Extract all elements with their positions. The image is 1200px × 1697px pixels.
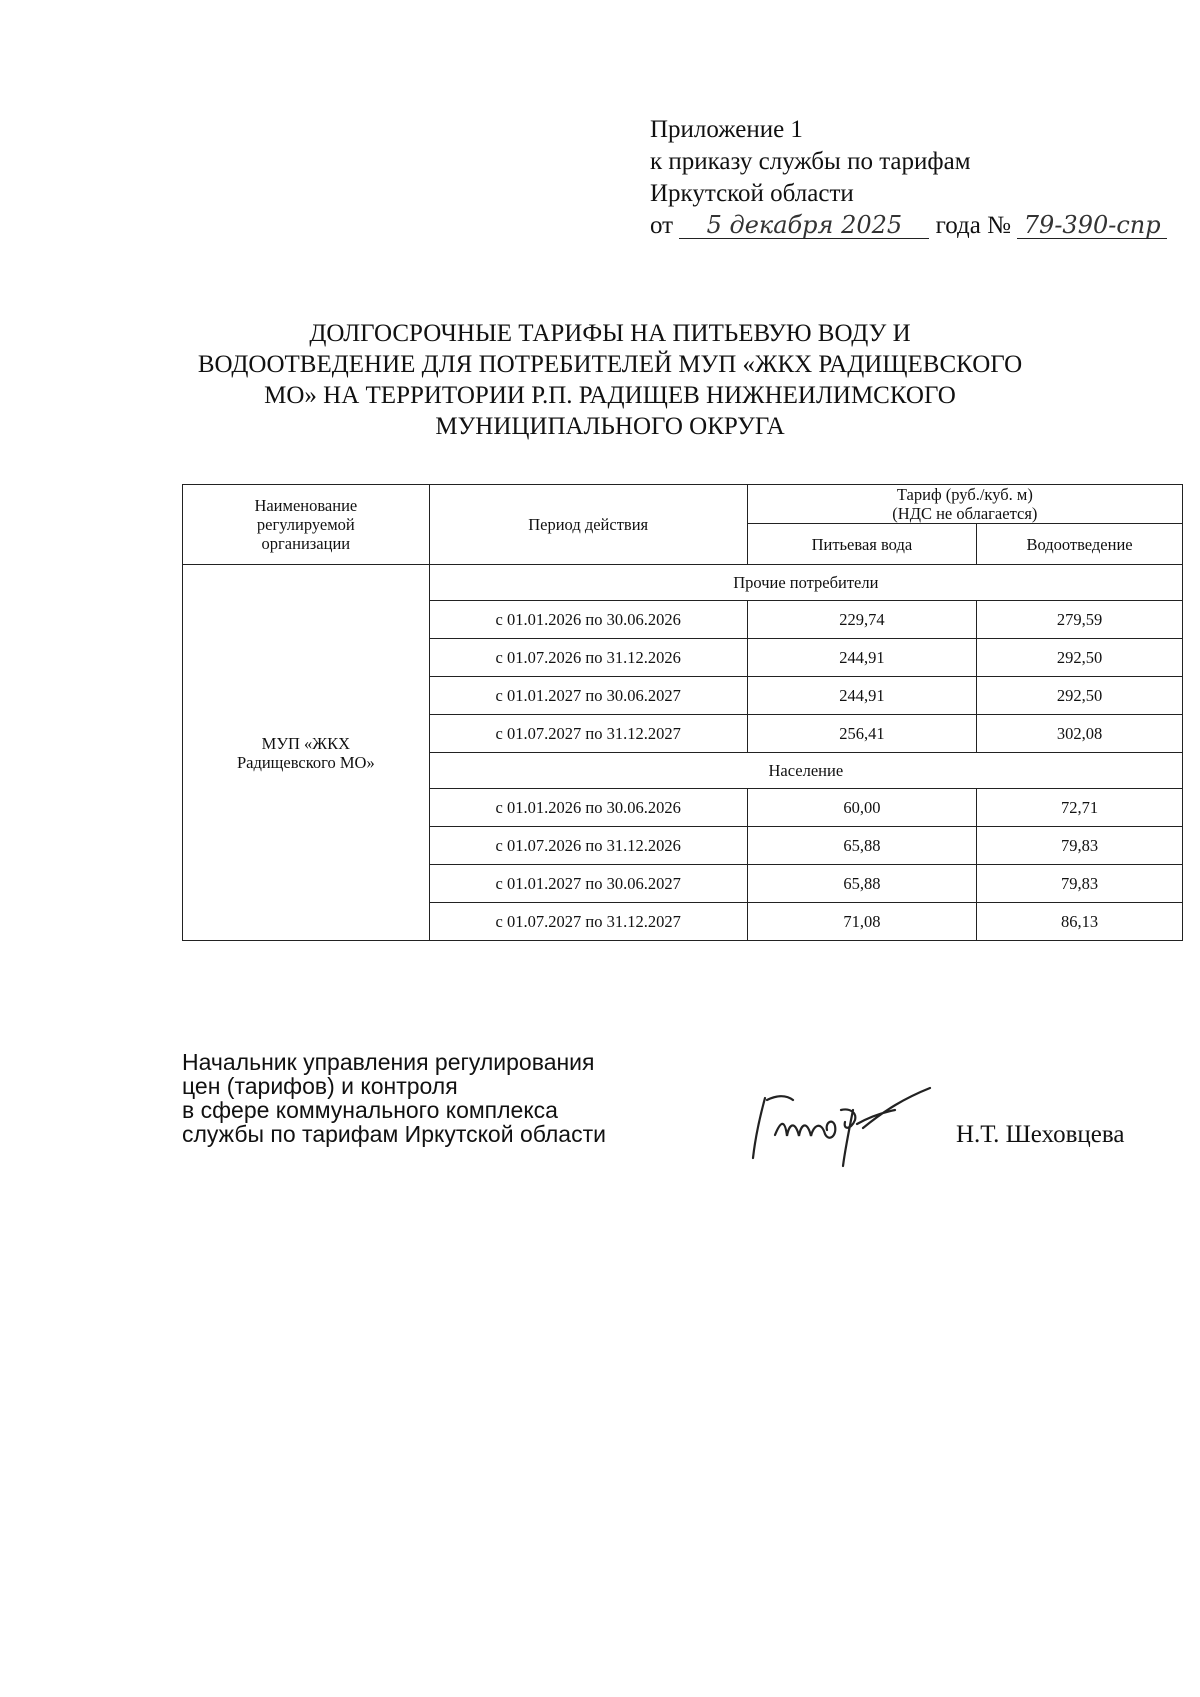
signer-name: Н.Т. Шеховцева [956,1121,1125,1148]
period-cell: с 01.07.2027 по 31.12.2027 [429,715,747,753]
period-cell: с 01.01.2027 по 30.06.2027 [429,677,747,715]
period-cell: с 01.01.2027 по 30.06.2027 [429,865,747,903]
document-title [180,318,1040,442]
title-line: МУНИЦИПАЛЬНОГО ОКРУГА [435,413,785,440]
appendix-line: Иркутской области [650,180,854,207]
water-cell: 60,00 [747,789,976,827]
sewage-cell: 302,08 [977,715,1183,753]
header-water: Питьевая вода [747,524,976,565]
period-cell: с 01.07.2027 по 31.12.2027 [429,903,747,941]
sewage-cell: 79,83 [977,865,1183,903]
signer-line: Начальник управления регулирования [182,1049,595,1075]
appendix-line: к приказу службы по тарифам [650,148,971,175]
signer-line: службы по тарифам Иркутской области [182,1121,606,1147]
water-cell: 65,88 [747,827,976,865]
water-cell: 244,91 [747,639,976,677]
header-org [183,485,430,565]
period-cell: с 01.07.2026 по 31.12.2026 [429,827,747,865]
group-row [183,565,1183,601]
sewage-cell: 72,71 [977,789,1183,827]
header-tariff-line: (НДС не облагается) [892,504,1038,523]
handwritten-signature [745,1080,945,1170]
header-sewage: Водоотведение [977,524,1183,565]
header-tariff-line: Тариф (руб./куб. м) [896,485,1033,504]
header-period: Период действия [429,485,747,565]
group-label: Прочие потребители [429,565,1182,601]
sewage-cell: 292,50 [977,639,1183,677]
appendix-block [650,114,1167,242]
appendix-date-line [650,210,1167,242]
period-cell: с 01.07.2026 по 31.12.2026 [429,639,747,677]
title-line: МО» НА ТЕРРИТОРИИ Р.П. РАДИЩЕВ НИЖНЕИЛИМСКОГО [264,382,956,409]
group-label: Население [429,753,1182,789]
appendix-line: Приложение 1 [650,116,803,143]
org-name-line: Радищевского МО» [236,752,375,772]
header-org-line: регулируемой [256,515,355,534]
water-cell: 244,91 [747,677,976,715]
signer-position [182,1050,606,1146]
tariffs-table [182,484,1183,941]
title-line: ДОЛГОСРОЧНЫЕ ТАРИФЫ НА ПИТЬЕВУЮ ВОДУ И [309,320,911,347]
sewage-cell: 292,50 [977,677,1183,715]
period-cell: с 01.01.2026 по 30.06.2026 [429,789,747,827]
sewage-cell: 279,59 [977,601,1183,639]
water-cell: 65,88 [747,865,976,903]
period-cell: с 01.01.2026 по 30.06.2026 [429,601,747,639]
water-cell: 229,74 [747,601,976,639]
title-line: ВОДООТВЕДЕНИЕ ДЛЯ ПОТРЕБИТЕЛЕЙ МУП «ЖКХ РАДИЩЕВСКОГО [197,351,1023,378]
year-word: года № [935,212,1011,239]
signer-line: цен (тарифов) и контроля [182,1073,458,1099]
water-cell: 71,08 [747,903,976,941]
header-tariff [747,485,1182,524]
table-header-row [183,485,1183,524]
sewage-cell: 86,13 [977,903,1183,941]
handwritten-order-number: 79-390-спр [1017,212,1167,239]
date-prefix: от [650,212,674,239]
header-org-line: Наименование [254,496,358,515]
org-name-cell [183,565,430,941]
water-cell: 256,41 [747,715,976,753]
org-name-line: МУП «ЖКХ [261,733,351,753]
header-org-line: организации [261,534,351,553]
signer-line: в сфере коммунального комплекса [182,1097,558,1123]
sewage-cell: 79,83 [977,827,1183,865]
handwritten-date: 5 декабря 2025 [679,212,929,239]
